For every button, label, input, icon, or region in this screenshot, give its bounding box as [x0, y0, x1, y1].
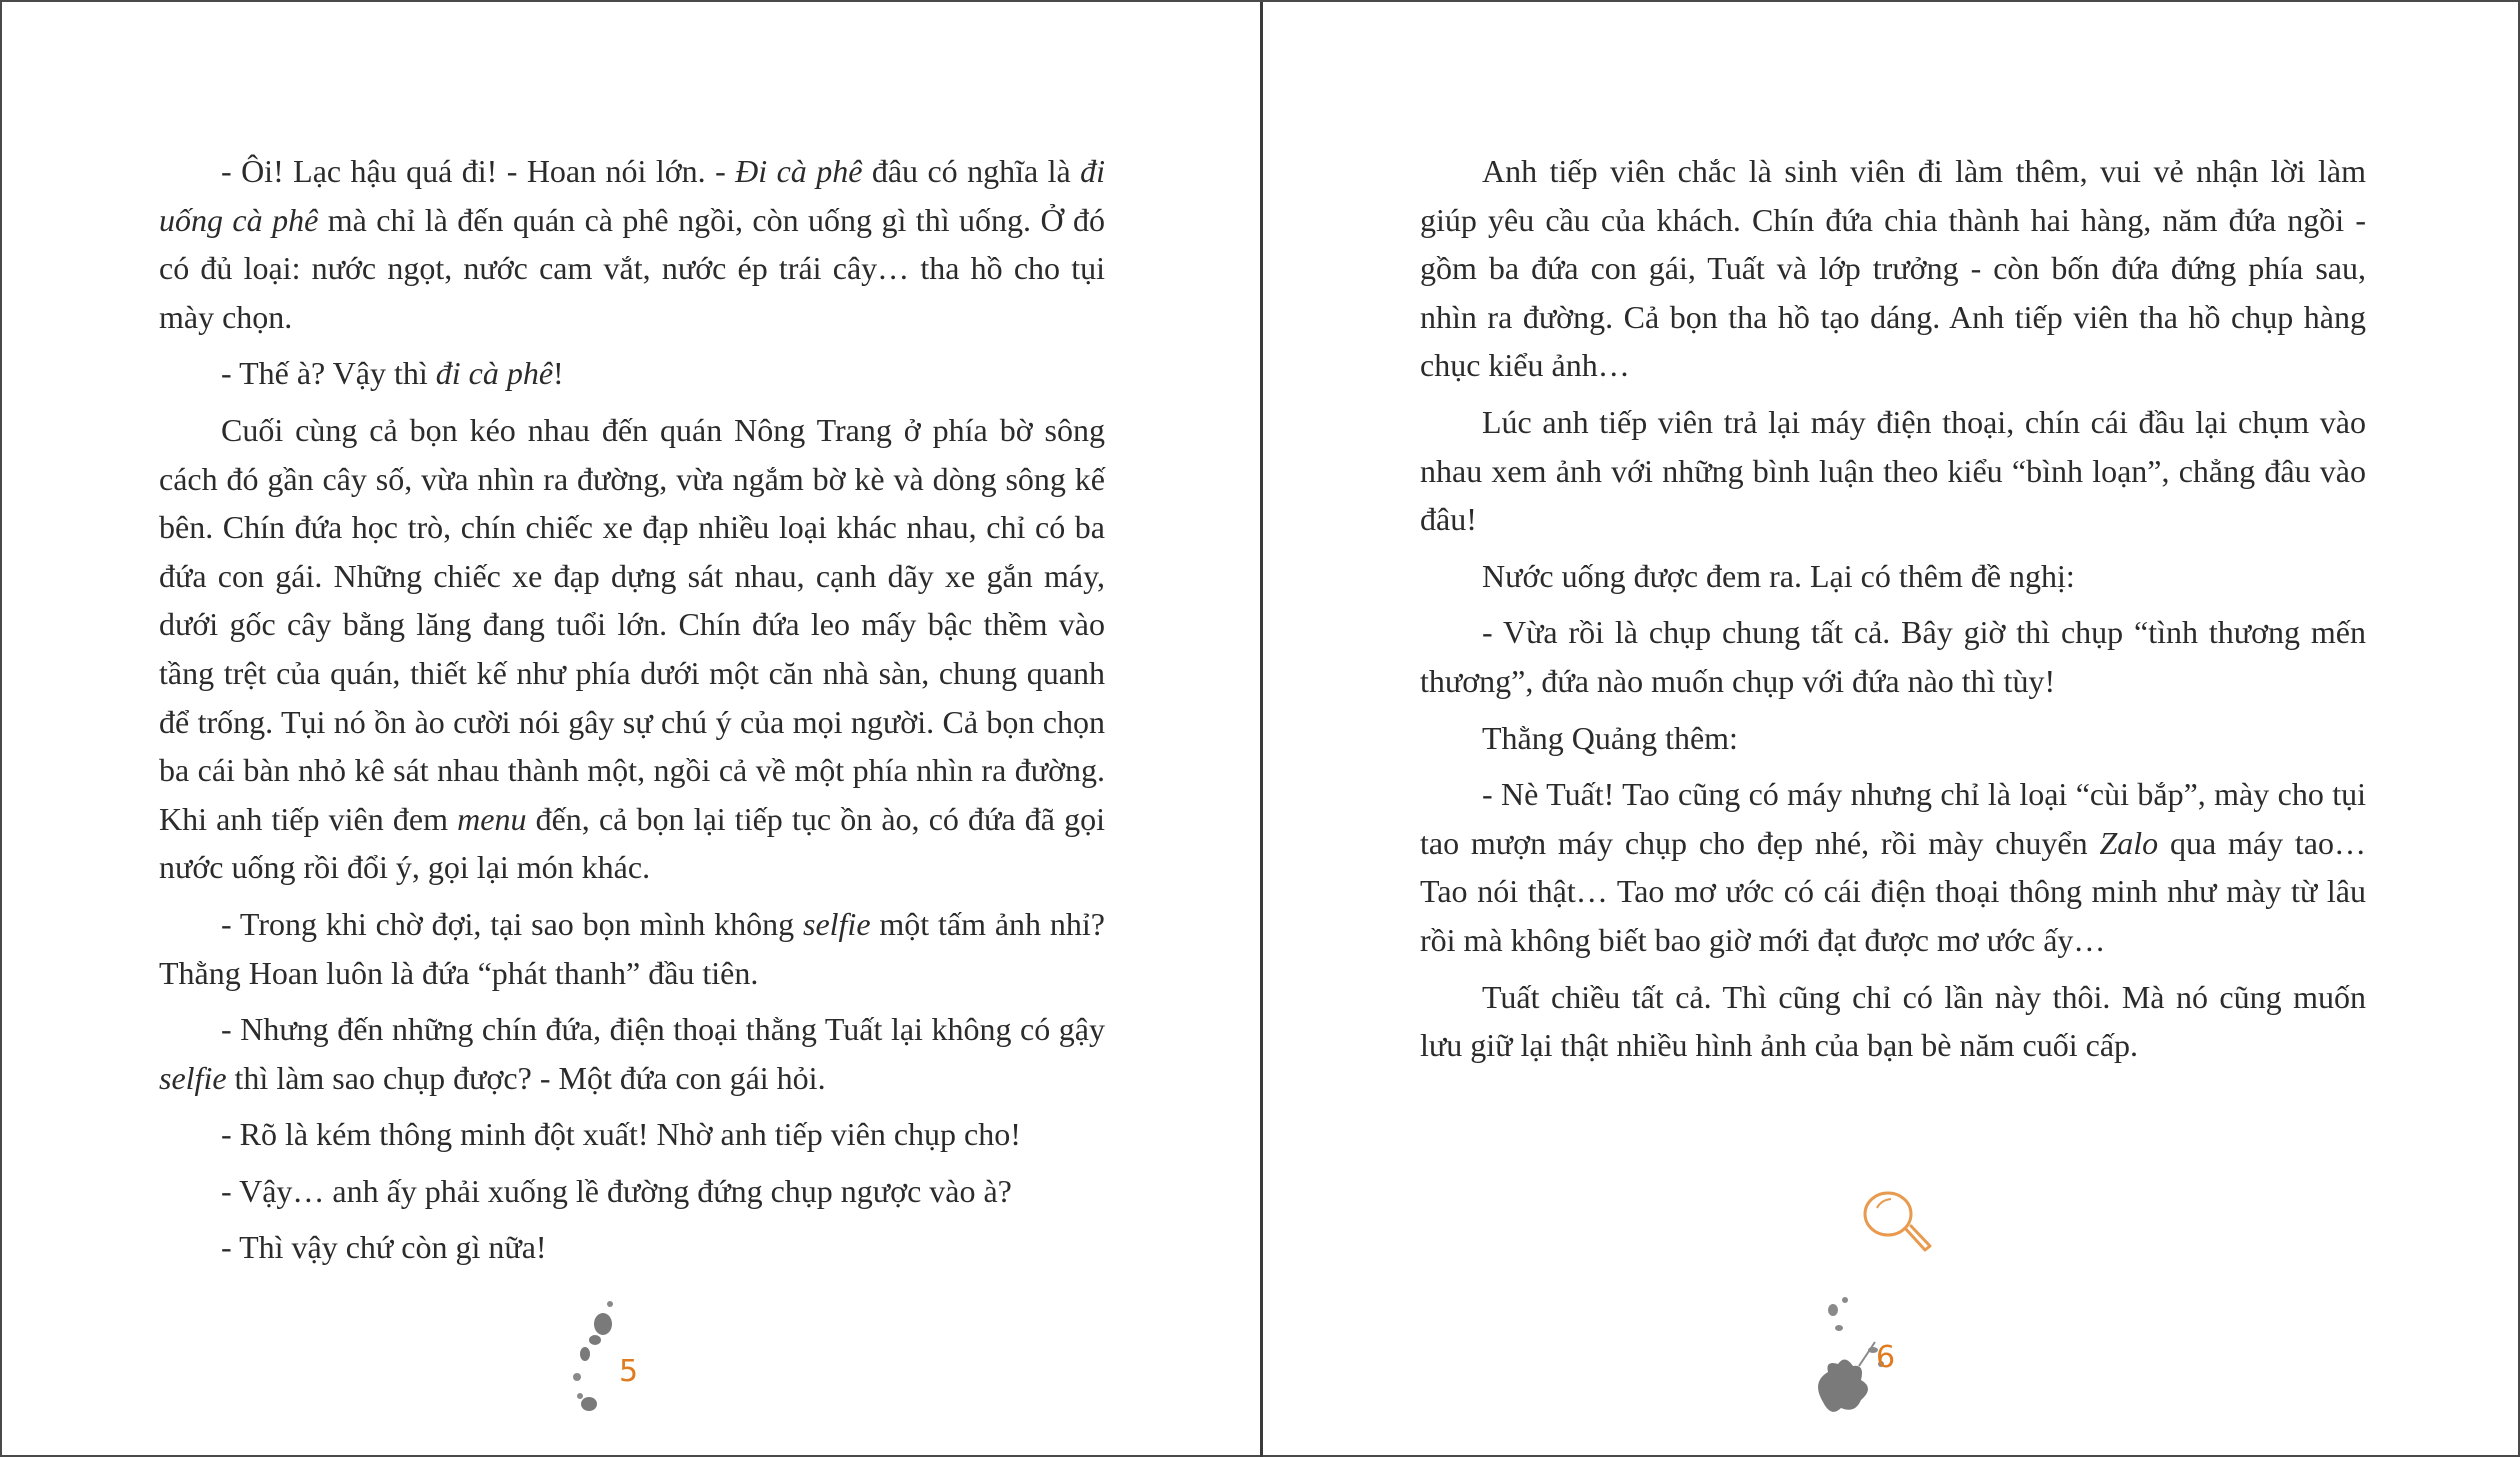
paragraph [159, 1223, 1105, 1272]
paragraph [159, 406, 1105, 892]
magnifier-icon [1853, 1186, 1943, 1266]
paragraph [1420, 398, 2366, 544]
text-run: đâu có nghĩa là [862, 153, 1081, 189]
text-run: ! [553, 355, 564, 392]
italic-text: Zalo [2099, 824, 2159, 861]
text-run: - Vừa rồi là chụp chung tất cả. Bây giờ thì chụp “tình thương mến thương”, đứa nào muốn chụp với đứa nào thì tùy! [1420, 614, 2366, 699]
paragraph [1420, 973, 2366, 1070]
text-run: Cuối cùng cả bọn kéo nhau đến quán Nông Trang ở phía bờ sông cách đó gần cây số, vừa nhìn ra đường, vừa ngắm bờ kè và dòng sông kế bên. Chín đứa học trò, chín chiếc xe đạp nhiều loại khác nhau, chỉ có ba đứa con gái. Những chiếc xe đạp dựng sát nhau, cạnh dãy xe gắn máy, dưới gốc cây bằng lăng đang tuổi lớn. Chín đứa leo mấy bậc thềm vào tầng trệt của quán, thiết kế như phía dưới một căn nhà sàn, chung quanh để trống. Tụi nó ồn ào cười nói gây sự chú ý của mọi người. Cả bọn chọn ba cái bàn nhỏ kê sát nhau thành một, ngồi cả về một phía nhìn ra đường. Khi anh tiếp viên đem [159, 411, 1105, 837]
paragraph [1420, 147, 2366, 390]
paragraph [1420, 608, 2366, 705]
text-run: - Thì vậy chứ còn gì nữa! [221, 1229, 547, 1266]
text-run: đến, cả bọn lại tiếp tục ồn ào, có đứa đã gọi nước uống rồi đổi ý, gọi lại món khác. [159, 800, 1106, 886]
paragraph [159, 147, 1105, 341]
text-run: - Nè Tuất! Tao cũng có máy nhưng chỉ là loại “cùi bắp”, mày cho tụi tao mượn máy chụp cho đẹp nhé, rồi mày chuyển [1420, 776, 2366, 861]
text-run: một tấm ảnh nhỉ? Thằng Hoan luôn là đứa “phát thanh” đầu tiên. [159, 905, 1106, 991]
text-run: mà chỉ là đến quán cà phê ngồi, còn uống gì thì uống. Ở đó có đủ loại: nước ngọt, nước cam vắt, nước ép trái cây… tha hồ cho tụi mày chọn. [159, 201, 1106, 335]
text-run: Nước uống được đem ra. Lại có thêm đề nghị: [1482, 557, 2075, 594]
right-page-text [1420, 147, 2366, 1078]
text-run: - Nhưng đến những chín đứa, điện thoại thằng Tuất lại không có gậy [221, 1011, 1105, 1048]
page-number: 5 [619, 1354, 639, 1389]
text-run: - Rõ là kém thông minh đột xuất! Nhờ anh tiếp viên chụp cho! [221, 1116, 1021, 1153]
text-run: Lúc anh tiếp viên trả lại máy điện thoại, chín cái đầu lại chụm vào nhau xem ảnh với những bình luận theo kiểu “bình loạn”, chẳng đâu vào đâu! [1420, 403, 2366, 538]
text-run: - Trong khi chờ đợi, tại sao bọn mình không [221, 905, 803, 942]
text-run: qua máy tao… Tao nói thật… Tao mơ ước có cái điện thoại thông minh như mày từ lâu rồi mà không biết bao giờ mới đạt được mơ ước ấy… [1420, 824, 2367, 958]
text-run: - Ôi! Lạc hậu quá đi! - Hoan nói lớn. - [221, 153, 736, 189]
italic-text: đi uống cà phê [159, 153, 1106, 238]
ink-splat-icon [1803, 1292, 1913, 1422]
paragraph [159, 1005, 1105, 1102]
italic-text: selfie [159, 1059, 227, 1096]
text-run: Tuất chiều tất cả. Thì cũng chỉ có lần này thôi. Mà nó cũng muốn lưu giữ lại thật nhiều hình ảnh của bạn bè năm cuối cấp. [1420, 978, 2366, 1064]
paragraph [1420, 714, 2366, 763]
left-page [2, 2, 1260, 1457]
page-number: 6 [1876, 1340, 1896, 1375]
paragraph [1420, 770, 2366, 964]
text-run: Thằng Quảng thêm: [1482, 719, 1738, 756]
left-page-text [159, 147, 1105, 1280]
paragraph [159, 349, 1105, 398]
paragraph [1420, 552, 2366, 601]
text-run: Anh tiếp viên chắc là sinh viên đi làm thêm, vui vẻ nhận lời làm giúp yêu cầu của khách. Chín đứa chia thành hai hàng, năm đứa ngồi - gồm ba đứa con gái, Tuất và lớp trưởng - còn bốn đứa đứng phía sau, nhìn ra đường. Cả bọn tha hồ tạo dáng. Anh tiếp viên tha hồ chụp hàng chục kiểu ảnh… [1420, 153, 2366, 384]
paragraph [159, 1167, 1105, 1216]
italic-text: đi cà phê [435, 355, 554, 392]
right-page [1263, 2, 2520, 1457]
paragraph [159, 1110, 1105, 1159]
text-run: - Thế à? Vậy thì [221, 355, 436, 392]
italic-text: Đi cà phê [735, 153, 863, 189]
text-run: thì làm sao chụp được? - Một đứa con gái hỏi. [226, 1059, 826, 1096]
text-run: - Vậy… anh ấy phải xuống lề đường đứng chụp ngược vào à? [221, 1172, 1012, 1209]
italic-text: menu [457, 800, 527, 837]
paragraph [159, 900, 1105, 997]
italic-text: selfie [802, 905, 871, 942]
